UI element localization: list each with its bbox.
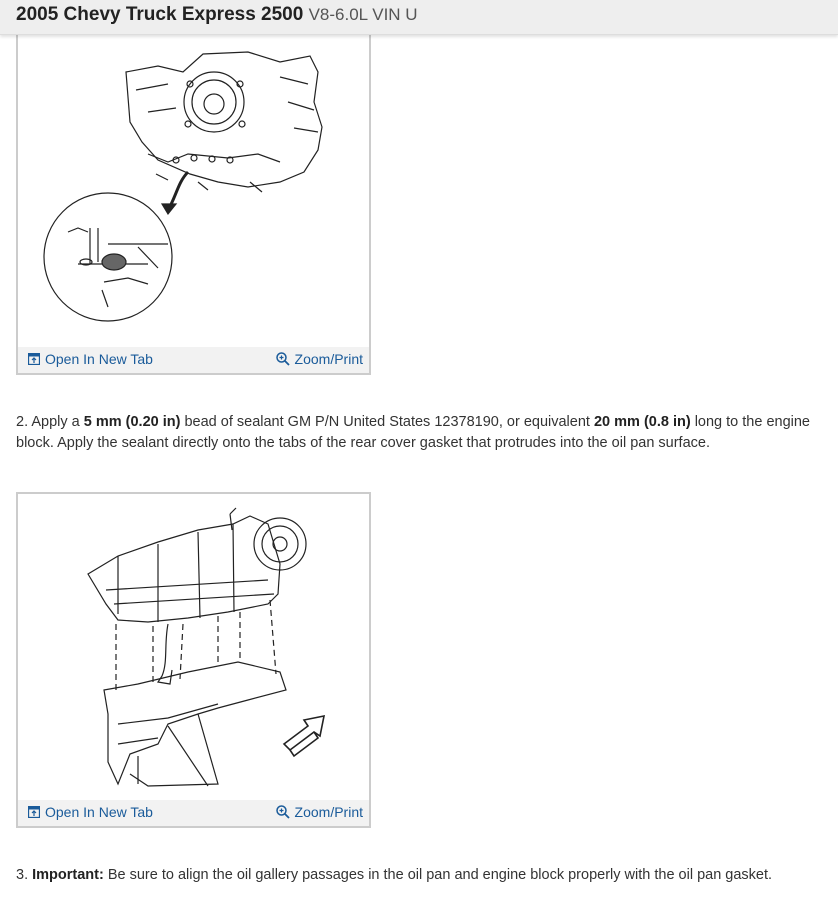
engine-spec: V8-6.0L VIN U: [308, 5, 418, 24]
step-number: 3.: [16, 867, 29, 883]
step-number: 2.: [16, 414, 29, 430]
step-text: bead of sealant GM P/N United States 12378190, or equivalent: [184, 414, 590, 430]
vehicle-title: 2005 Chevy Truck Express 2500: [16, 4, 304, 25]
oil-pan-illustration: [18, 494, 369, 800]
zoom-icon: [276, 352, 290, 366]
new-tab-icon: [28, 353, 40, 365]
open-in-new-tab-link[interactable]: [28, 804, 153, 820]
figure-rear-cover-sealant: [16, 30, 371, 375]
zoom-icon: [276, 805, 290, 819]
bead-spec: 5 mm (0.20 in): [83, 414, 181, 430]
open-in-new-tab-link[interactable]: [28, 351, 153, 367]
zoom-print-link[interactable]: [276, 351, 363, 367]
step-text: Be sure to align the oil gallery passages in the oil pan and engine block properly with the oil pan gasket.: [107, 867, 773, 883]
step-text: Apply a: [31, 414, 80, 430]
step-text: long to the engine block. Apply the sealant directly onto the tabs of the rear cover gasket that protrudes into the oil pan surface.: [16, 414, 810, 451]
zoom-print-link[interactable]: [276, 804, 363, 820]
new-tab-icon: [28, 806, 40, 818]
length-spec: 20 mm (0.8 in): [593, 414, 691, 430]
figure-oil-pan-install: [16, 492, 371, 828]
figure-toolbar: [18, 347, 369, 373]
zoom-print-label: Zoom/Print: [294, 804, 363, 820]
step-2-text: [16, 412, 816, 454]
step-3-text: [16, 865, 816, 886]
engine-rear-cover-illustration: [18, 32, 369, 347]
page-header: [0, 0, 838, 35]
figure-toolbar: [18, 800, 369, 826]
important-label: Important:: [32, 867, 104, 883]
open-in-new-tab-label: Open In New Tab: [45, 804, 153, 820]
open-in-new-tab-label: Open In New Tab: [45, 351, 153, 367]
zoom-print-label: Zoom/Print: [294, 351, 363, 367]
